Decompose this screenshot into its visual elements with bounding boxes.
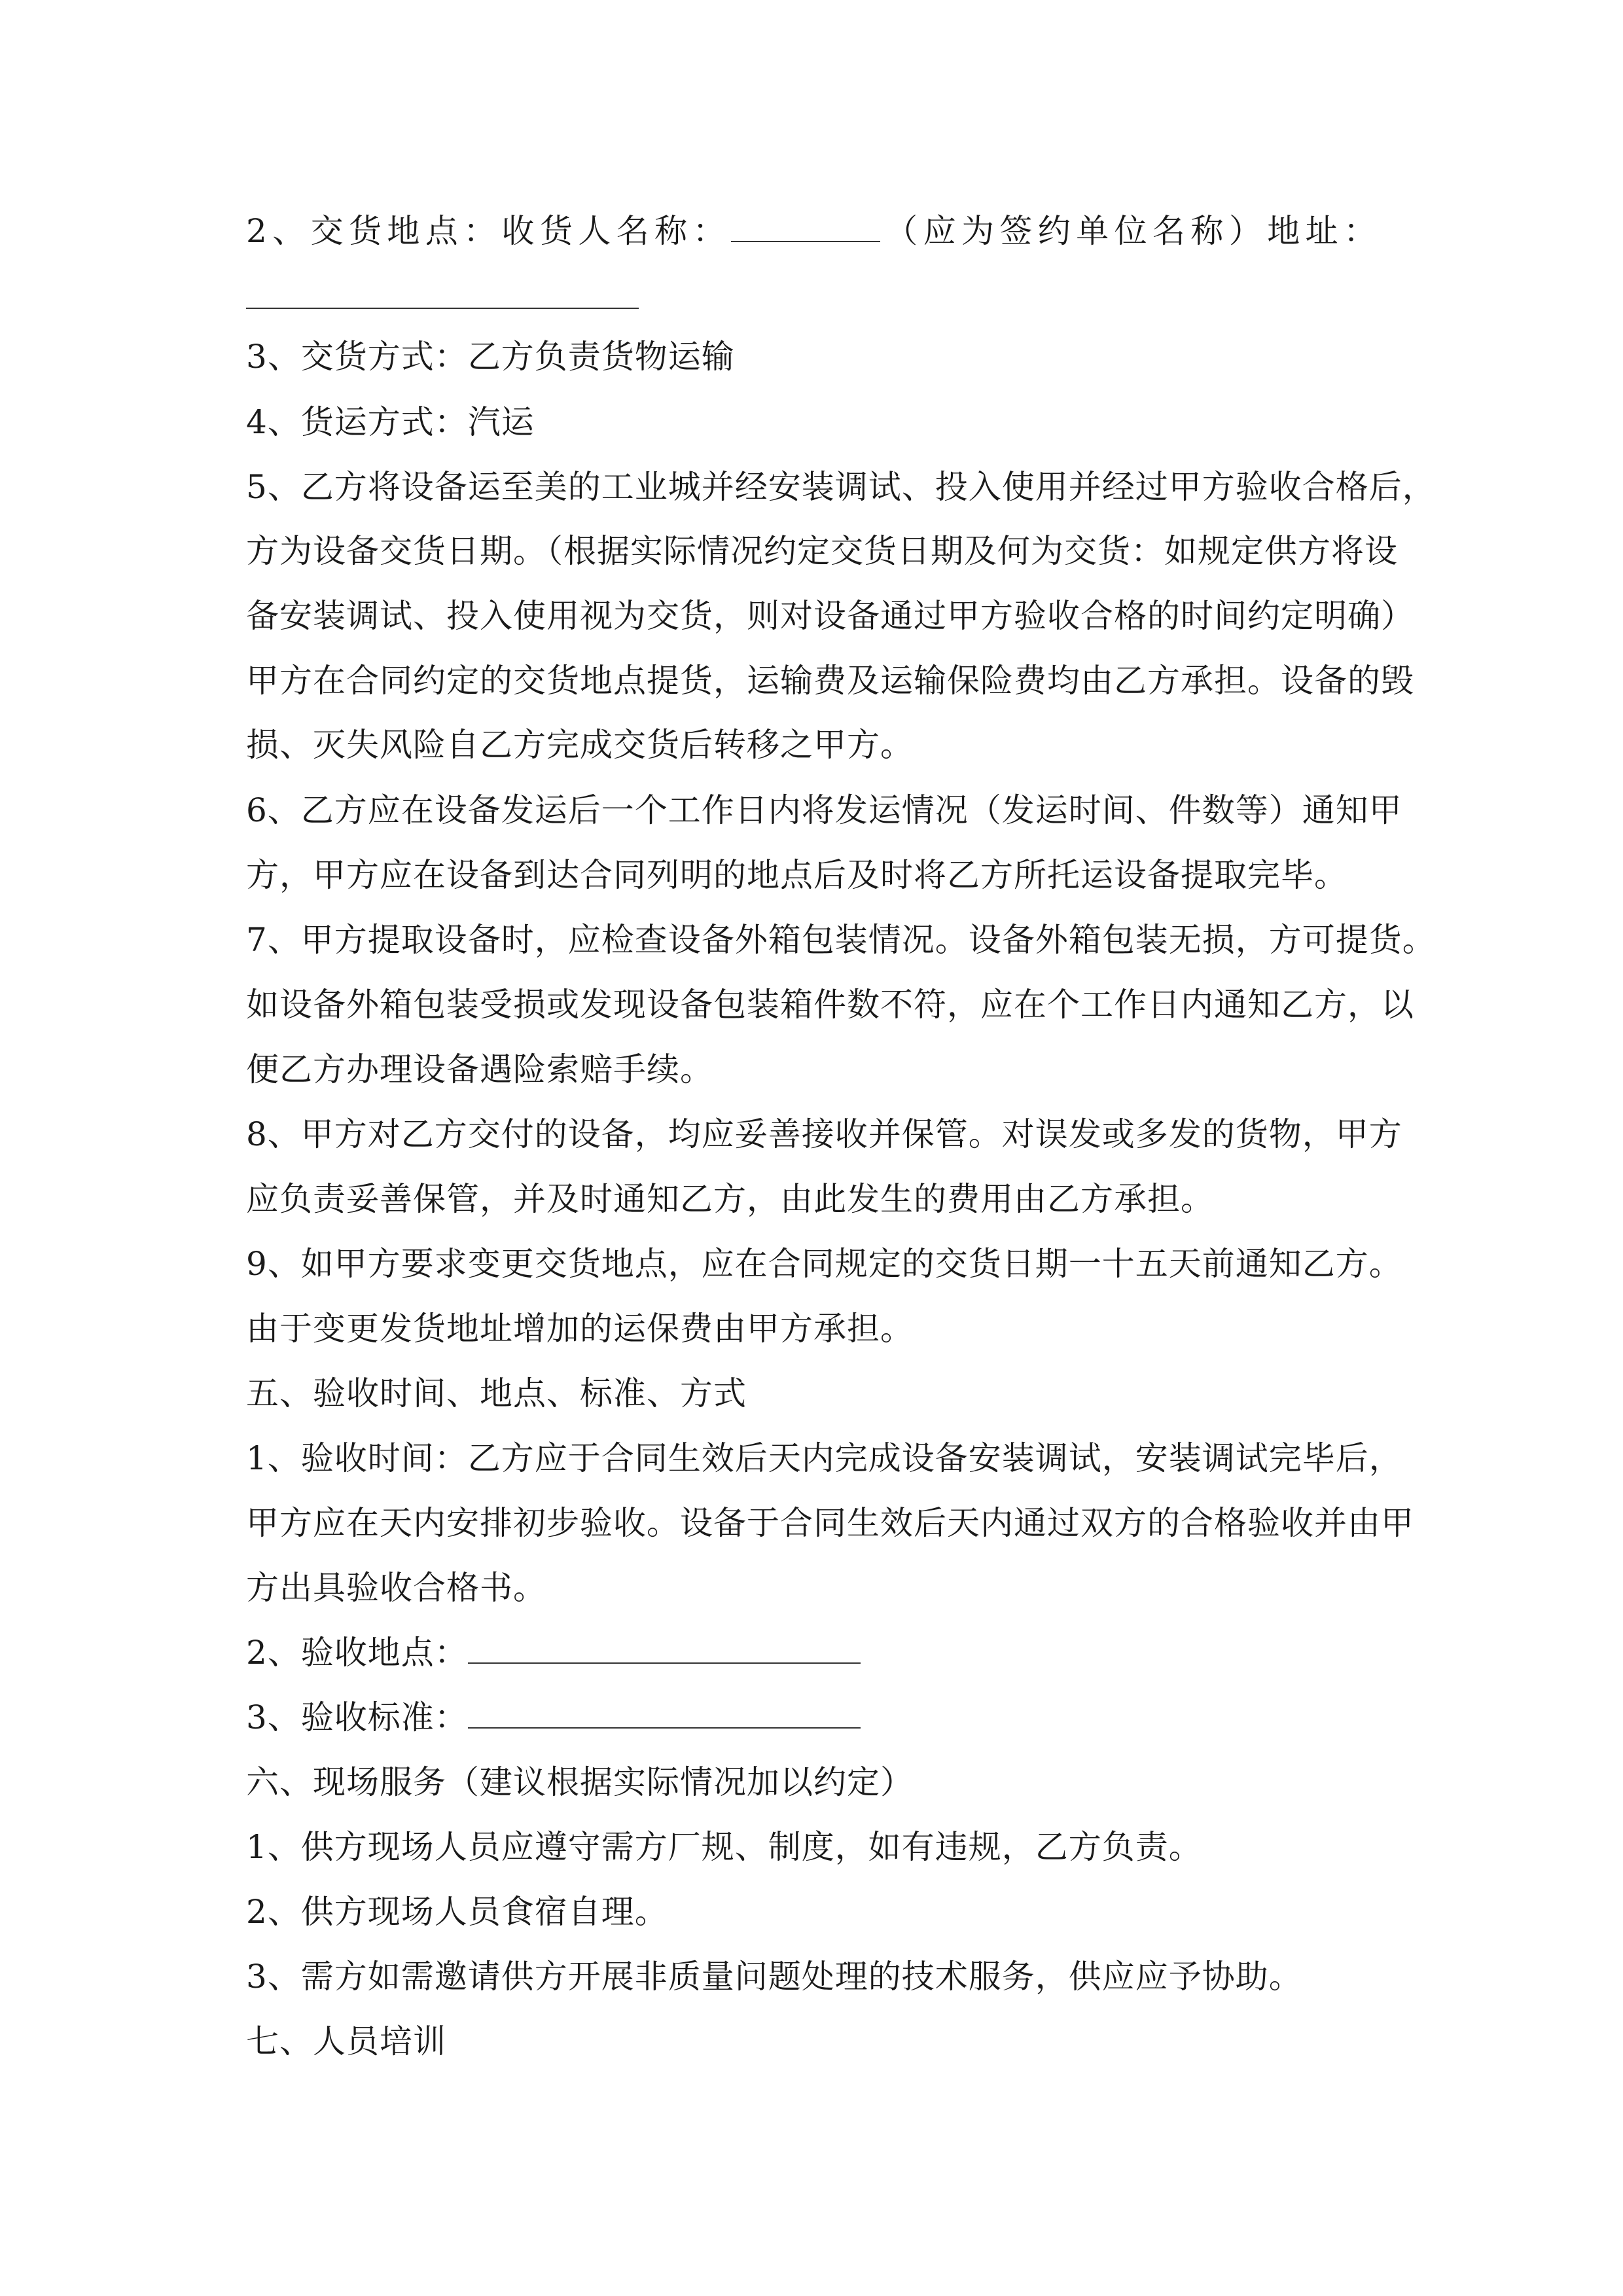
section-5-heading: 五、验收时间、地点、标准、方式 bbox=[246, 1374, 747, 1412]
acceptance-standard-blank bbox=[468, 1698, 861, 1729]
clause-5-line-4: 甲方在合同约定的交货地点提货，运输费及运输保险费均由乙方承担。设备的毁 bbox=[246, 662, 1414, 700]
clause-8-line-2: 应负责妥善保管，并及时通知乙方，由此发生的费用由乙方承担。 bbox=[246, 1180, 1214, 1218]
onsite-service-item-3: 3、需方如需邀请供方开展非质量问题处理的技术服务，供应应予协助。 bbox=[246, 1958, 1302, 1996]
delivery-location-line bbox=[246, 211, 1377, 251]
clause-7-line-1: 7、甲方提取设备时，应检查设备外箱包装情况。设备外箱包装无损，方可提货。 bbox=[246, 921, 1436, 959]
acceptance-location-label: 2、验收地点： bbox=[246, 1634, 468, 1672]
clause-6-line-2: 方，甲方应在设备到达合同列明的地点后及时将乙方所托运设备提取完毕。 bbox=[246, 856, 1347, 894]
clause-5-line-1: 5、乙方将设备运至美的工业城并经安装调试、投入使用并经过甲方验收合格后， bbox=[246, 468, 1436, 506]
clause-8-line-1: 8、甲方对乙方交付的设备，均应妥善接收并保管。对误发或多发的货物，甲方 bbox=[246, 1115, 1402, 1153]
acceptance-standard-line bbox=[246, 1698, 861, 1737]
onsite-service-item-1: 1、供方现场人员应遵守需方厂规、制度，如有违规，乙方负责。 bbox=[246, 1828, 1202, 1866]
section-7-heading: 七、人员培训 bbox=[246, 2022, 446, 2060]
clause-6-line-1: 6、乙方应在设备发运后一个工作日内将发运情况（发运时间、件数等）通知甲 bbox=[246, 791, 1402, 829]
delivery-location-label: 2、交货地点：收货人名称： bbox=[246, 212, 731, 250]
onsite-service-item-2: 2、供方现场人员食宿自理。 bbox=[246, 1893, 668, 1931]
section-6-heading: 六、现场服务（建议根据实际情况加以约定） bbox=[246, 1763, 914, 1801]
clause-5-line-3: 备安装调试、投入使用视为交货，则对设备通过甲方验收合格的时间约定明确） bbox=[246, 597, 1414, 635]
clause-7-line-3: 便乙方办理设备遇险索赔手续。 bbox=[246, 1050, 713, 1088]
shipping-method-line: 4、货运方式：汽运 bbox=[246, 403, 535, 441]
clause-7-line-2: 如设备外箱包装受损或发现设备包装箱件数不符，应在个工作日内通知乙方，以 bbox=[246, 986, 1414, 1024]
acceptance-time-line-3: 方出具验收合格书。 bbox=[246, 1569, 546, 1607]
clause-9-line-2: 由于变更发货地址增加的运保费由甲方承担。 bbox=[246, 1310, 914, 1348]
acceptance-time-line-1: 1、验收时间：乙方应于合同生效后天内完成设备安装调试，安装调试完毕后， bbox=[246, 1439, 1402, 1477]
consignee-name-blank bbox=[731, 212, 880, 242]
clause-5-line-2: 方为设备交货日期。（根据实际情况约定交货日期及何为交货：如规定供方将设 bbox=[246, 532, 1398, 570]
address-blank bbox=[246, 308, 639, 309]
delivery-method-line: 3、交货方式：乙方负责货物运输 bbox=[246, 338, 735, 376]
delivery-location-note: （应为签约单位名称）地址： bbox=[880, 212, 1377, 250]
acceptance-location-line bbox=[246, 1633, 861, 1672]
clause-5-line-5: 损、灭失风险自乙方完成交货后转移之甲方。 bbox=[246, 726, 914, 764]
acceptance-standard-label: 3、验收标准： bbox=[246, 1698, 468, 1736]
acceptance-location-blank bbox=[468, 1634, 861, 1664]
acceptance-time-line-2: 甲方应在天内安排初步验收。设备于合同生效后天内通过双方的合格验收并由甲 bbox=[246, 1504, 1414, 1542]
clause-9-line-1: 9、如甲方要求变更交货地点，应在合同规定的交货日期一十五天前通知乙方。 bbox=[246, 1245, 1402, 1283]
